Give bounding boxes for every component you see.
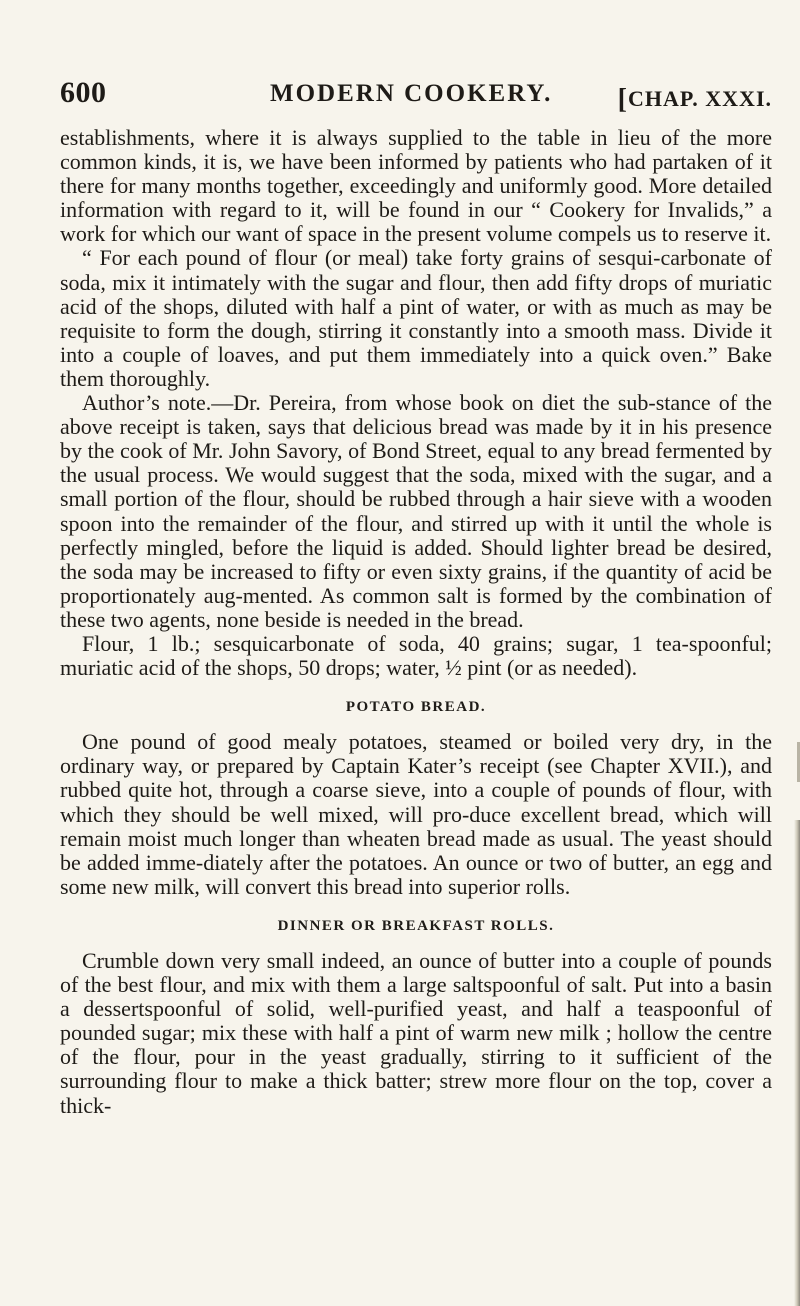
chapter-label: CHAP. XXXI. — [627, 86, 772, 111]
page-edge-shadow — [794, 820, 800, 1306]
running-title: MODERN COOKERY. — [270, 80, 553, 107]
page-header — [60, 76, 772, 120]
paragraph-continuation: establishments, where it is always supplied to the table in lieu of the more common kinds, it is, we have been informed by patients who had partaken of it there for many months together, exceedingly and uniformly good. More detailed information with regard to it, will be found in our “ Cookery for Invalids,” a work for which our want of space in the present volume compels us to reserve it. — [60, 125, 772, 247]
paragraph-potato-bread: One pound of good mealy potatoes, steamed or boiled very dry, in the ordinary way, or prepared by Captain Kater’s receipt (see Chapter XVII.), and rubbed quite hot, through a coarse sieve, into a couple of pounds of flour, with which they should be well mixed, will pro-duce excellent bread, which will remain moist much longer than wheaten bread made as usual. The yeast should be added imme-diately after the potatoes. An ounce or two of butter, an egg and some new milk, will convert this bread into superior rolls. — [60, 729, 772, 899]
chapter-bracket: [ — [617, 84, 628, 115]
section-heading-rolls: DINNER OR BREAKFAST ROLLS. — [277, 917, 555, 934]
page-body — [60, 126, 772, 1118]
section-heading-potato-bread: POTATO BREAD. — [345, 699, 487, 716]
paragraph-receipt-quote: “ For each pound of flour (or meal) take forty grains of sesqui-carbonate of soda, mix it intimately with the sugar and flour, then add fifty drops of muriatic acid of the shops, diluted with half a pint of water, or with as much as may be requisite to form the dough, stirring it constantly into a smooth mass. Divide it into a couple of loaves, and put them immediately into a quick oven.” Bake them thoroughly. — [60, 245, 772, 391]
paragraph-rolls: Crumble down very small indeed, an ounce of butter into a couple of pounds of the best flour, and mix with them a large saltspoonful of salt. Put into a basin a dessertspoonful of solid, well-purified yeast, and half a teaspoonful of pounded sugar; mix these with half a pint of warm new milk ; hollow the centre of the flour, pour in the yeast gradually, stirring to it sufficient of the surrounding flour to make a thick batter; strew more flour on the top, cover a thick- — [60, 948, 772, 1118]
chapter-marker — [618, 82, 772, 114]
page-number: 600 — [60, 76, 107, 109]
paragraph-ingredients: Flour, 1 lb.; sesquicarbonate of soda, 40 grains; sugar, 1 tea-spoonful; muriatic acid of the shops, 50 drops; water, ½ pint (or as needed). — [60, 630, 772, 681]
paragraph-authors-note: Author’s note.—Dr. Pereira, from whose book on diet the sub-stance of the above receipt is taken, says that delicious bread was made by it in his presence by the cook of Mr. John Savory, of Bond Street, equal to any bread fermented by the usual process. We would suggest that the soda, mixed with the sugar, and a small portion of the flour, should be rubbed through a hair sieve with a wooden spoon into the remainder of the flour, and stirred up with it until the whole is perfectly mingled, before the liquid is added. Should lighter bread be desired, the soda may be increased to fifty or even sixty grains, if the quantity of acid be proportionately aug-mented. As common salt is formed by the combination of these two agents, none beside is needed in the bread. — [60, 390, 772, 632]
